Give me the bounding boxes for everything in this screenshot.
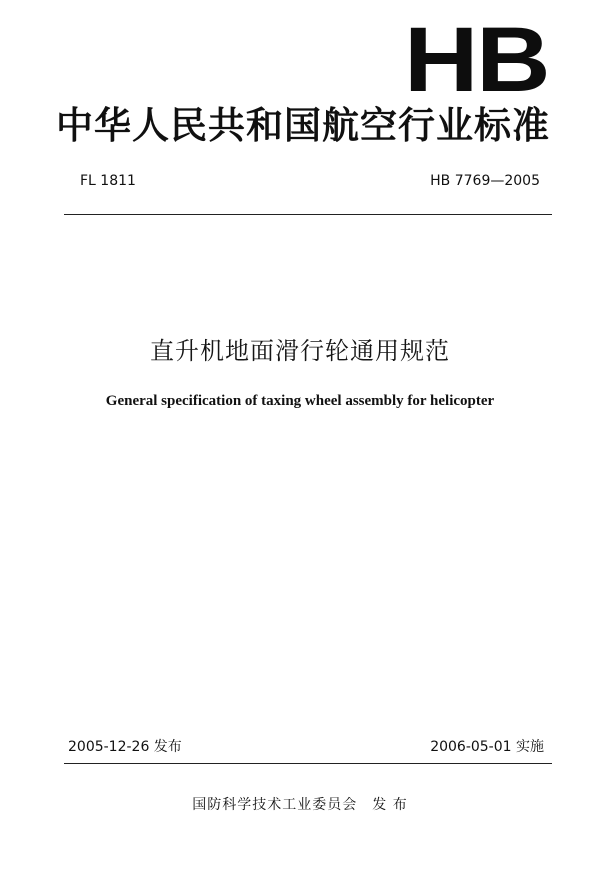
publisher: 国防科学技术工业委员会 发 布	[192, 797, 408, 813]
document-title-en: General specification of taxing wheel assembly for helicopter	[105, 393, 495, 409]
standard-number: HB 7769—2005	[430, 173, 540, 189]
hb-logo: HB	[404, 9, 549, 111]
document-title-cn: 直升机地面滑行轮通用规范	[150, 337, 450, 365]
date-row	[68, 737, 544, 757]
standard-title: 中华人民共和国航空行业标准	[56, 104, 550, 147]
issue-date: 2005-12-26 发布	[68, 739, 182, 755]
classification-code: FL 1811	[80, 173, 136, 189]
bottom-divider	[64, 763, 552, 764]
code-row	[80, 171, 540, 191]
top-divider	[64, 214, 552, 215]
implementation-date: 2006-05-01 实施	[430, 739, 544, 755]
